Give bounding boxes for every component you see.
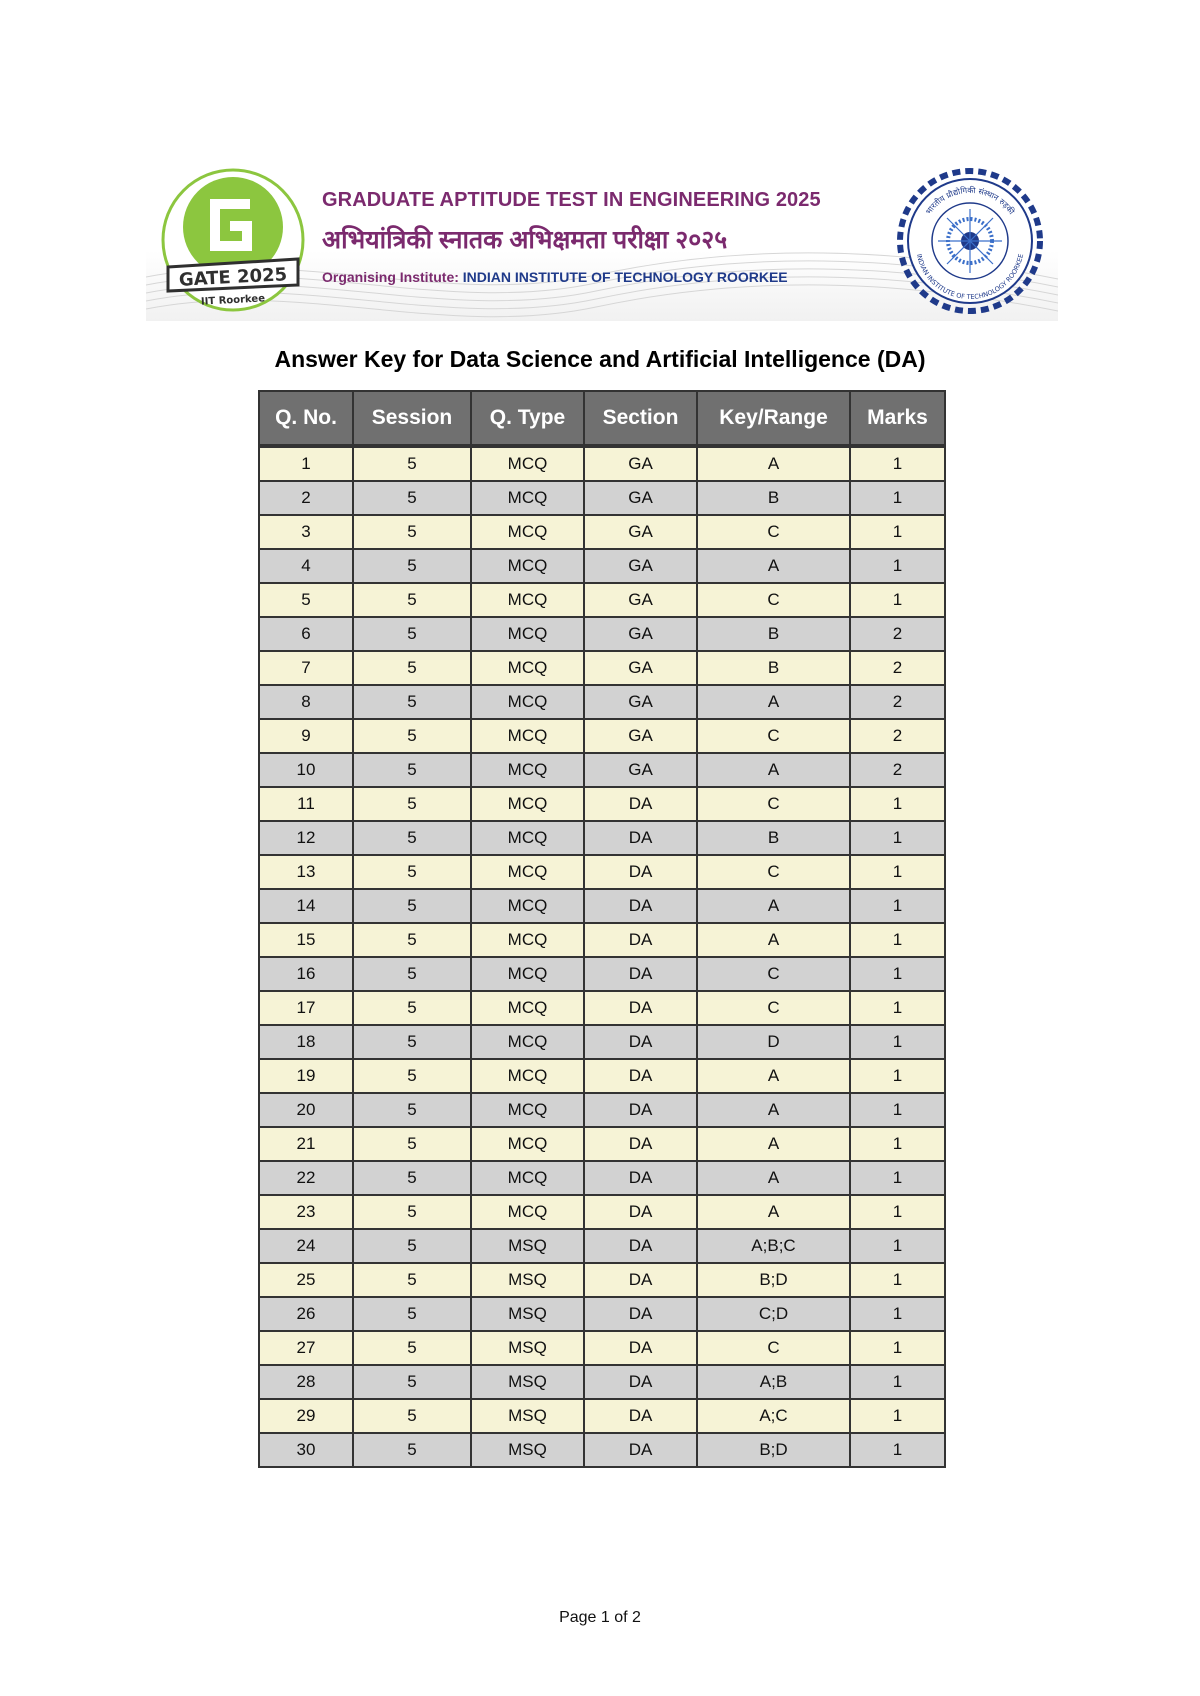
cell-session: 5 [353,957,471,991]
cell-qno: 2 [259,481,353,515]
table-row [259,787,945,821]
cell-session: 5 [353,549,471,583]
cell-section: DA [584,855,697,889]
cell-section: GA [584,515,697,549]
cell-marks: 1 [850,1127,945,1161]
cell-key: A [697,1195,850,1229]
cell-qtype: MCQ [471,583,584,617]
cell-qtype: MCQ [471,549,584,583]
table-row [259,719,945,753]
cell-session: 5 [353,889,471,923]
cell-qtype: MCQ [471,889,584,923]
cell-key: B;D [697,1263,850,1297]
cell-session: 5 [353,991,471,1025]
cell-qno: 13 [259,855,353,889]
cell-qtype: MSQ [471,1297,584,1331]
table-row [259,1433,945,1467]
cell-marks: 1 [850,481,945,515]
table-row [259,1093,945,1127]
cell-session: 5 [353,446,471,481]
page-number: Page 1 of 2 [559,1609,641,1626]
table-row [259,515,945,549]
cell-qtype: MSQ [471,1331,584,1365]
cell-session: 5 [353,651,471,685]
cell-key: C [697,1331,850,1365]
cell-marks: 1 [850,855,945,889]
table-row [259,685,945,719]
table-row [259,1025,945,1059]
organising-institute-label: Organising Institute: [322,269,459,285]
cell-key: A [697,1161,850,1195]
cell-key: A;C [697,1399,850,1433]
cell-qno: 18 [259,1025,353,1059]
cell-session: 5 [353,1195,471,1229]
cell-qno: 5 [259,583,353,617]
cell-qno: 28 [259,1365,353,1399]
cell-session: 5 [353,821,471,855]
cell-key: B [697,617,850,651]
cell-marks: 2 [850,685,945,719]
cell-session: 5 [353,685,471,719]
cell-qno: 23 [259,1195,353,1229]
table-row [259,1331,945,1365]
column-header-session: Session [353,391,471,446]
cell-marks: 1 [850,1195,945,1229]
cell-session: 5 [353,583,471,617]
answer-key-title: Answer Key for Data Science and Artificial Intelligence (DA) [274,346,926,372]
answer-key-table [258,390,946,1468]
cell-qno: 29 [259,1399,353,1433]
cell-qno: 1 [259,446,353,481]
table-row [259,1195,945,1229]
cell-key: A [697,446,850,481]
gate-2025-logo-icon [160,167,306,313]
cell-marks: 1 [850,923,945,957]
exam-title-english: GRADUATE APTITUDE TEST IN ENGINEERING 2025 [322,189,821,211]
cell-qno: 22 [259,1161,353,1195]
table-row [259,1059,945,1093]
cell-section: GA [584,685,697,719]
cell-qno: 19 [259,1059,353,1093]
cell-session: 5 [353,1263,471,1297]
cell-qtype: MCQ [471,1093,584,1127]
cell-session: 5 [353,515,471,549]
cell-marks: 2 [850,753,945,787]
cell-qno: 26 [259,1297,353,1331]
cell-section: DA [584,1331,697,1365]
table-row [259,1365,945,1399]
table-row [259,957,945,991]
cell-marks: 1 [850,515,945,549]
cell-marks: 2 [850,617,945,651]
cell-marks: 1 [850,1365,945,1399]
cell-section: GA [584,446,697,481]
cell-section: DA [584,1399,697,1433]
cell-qtype: MCQ [471,1025,584,1059]
cell-qno: 7 [259,651,353,685]
table-row [259,617,945,651]
cell-marks: 1 [850,889,945,923]
cell-marks: 1 [850,1025,945,1059]
table-header [259,391,945,446]
cell-section: GA [584,651,697,685]
cell-marks: 1 [850,446,945,481]
cell-key: C [697,719,850,753]
table-row [259,651,945,685]
cell-section: DA [584,1025,697,1059]
cell-qno: 24 [259,1229,353,1263]
cell-qtype: MCQ [471,1127,584,1161]
gate-banner [146,165,1058,321]
cell-qtype: MCQ [471,821,584,855]
column-header-key: Key/Range [697,391,850,446]
cell-session: 5 [353,1161,471,1195]
cell-section: DA [584,889,697,923]
cell-key: A [697,1127,850,1161]
table-row [259,1297,945,1331]
cell-key: C [697,787,850,821]
cell-session: 5 [353,855,471,889]
cell-qno: 14 [259,889,353,923]
cell-key: C [697,991,850,1025]
cell-section: GA [584,753,697,787]
table-row [259,1399,945,1433]
cell-section: DA [584,991,697,1025]
cell-qno: 16 [259,957,353,991]
cell-section: DA [584,1229,697,1263]
cell-key: A [697,549,850,583]
cell-marks: 1 [850,991,945,1025]
cell-session: 5 [353,719,471,753]
cell-qtype: MCQ [471,651,584,685]
table-row [259,1161,945,1195]
cell-section: DA [584,1263,697,1297]
cell-qtype: MCQ [471,617,584,651]
cell-qno: 20 [259,1093,353,1127]
column-header-section: Section [584,391,697,446]
cell-key: B;D [697,1433,850,1467]
table-row [259,1127,945,1161]
cell-section: DA [584,1093,697,1127]
cell-qtype: MCQ [471,923,584,957]
cell-qno: 10 [259,753,353,787]
table-row [259,446,945,481]
cell-marks: 1 [850,1059,945,1093]
cell-qtype: MCQ [471,515,584,549]
cell-qtype: MCQ [471,957,584,991]
cell-section: DA [584,1059,697,1093]
cell-qno: 9 [259,719,353,753]
cell-key: A [697,923,850,957]
table-row [259,583,945,617]
cell-session: 5 [353,1433,471,1467]
table-row [259,1263,945,1297]
cell-session: 5 [353,787,471,821]
cell-key: A [697,685,850,719]
cell-section: DA [584,821,697,855]
cell-session: 5 [353,1297,471,1331]
organising-institute [322,269,788,285]
cell-marks: 1 [850,821,945,855]
column-header-qtype: Q. Type [471,391,584,446]
cell-section: DA [584,957,697,991]
table-row [259,549,945,583]
cell-section: DA [584,787,697,821]
cell-qno: 3 [259,515,353,549]
cell-qno: 6 [259,617,353,651]
cell-qtype: MCQ [471,481,584,515]
cell-qtype: MSQ [471,1263,584,1297]
cell-session: 5 [353,617,471,651]
cell-marks: 1 [850,1229,945,1263]
cell-key: C;D [697,1297,850,1331]
cell-qtype: MCQ [471,1195,584,1229]
table-header-row [259,391,945,446]
table-row [259,889,945,923]
cell-section: DA [584,1161,697,1195]
table-row [259,1229,945,1263]
seal-text-bottom: INDIAN INSTITUTE OF TECHNOLOGY ROORKEE [914,253,1026,302]
cell-section: GA [584,719,697,753]
cell-marks: 1 [850,1297,945,1331]
cell-qtype: MSQ [471,1399,584,1433]
cell-marks: 1 [850,787,945,821]
cell-qtype: MCQ [471,1161,584,1195]
cell-marks: 1 [850,549,945,583]
cell-qtype: MSQ [471,1433,584,1467]
cell-qtype: MCQ [471,446,584,481]
cell-qtype: MCQ [471,685,584,719]
cell-marks: 1 [850,1399,945,1433]
cell-qno: 11 [259,787,353,821]
iit-roorkee-seal-icon [894,165,1046,317]
cell-key: B [697,481,850,515]
exam-title-hindi: अभियांत्रिकी स्नातक अभिक्षमता परीक्षा २०२५ [322,226,728,254]
cell-key: A;B [697,1365,850,1399]
cell-marks: 1 [850,583,945,617]
cell-qno: 8 [259,685,353,719]
cell-section: DA [584,923,697,957]
cell-key: A [697,753,850,787]
cell-section: DA [584,1127,697,1161]
logo-sub-text: IIT Roorkee [200,293,266,308]
cell-key: C [697,957,850,991]
cell-qtype: MCQ [471,787,584,821]
cell-qtype: MCQ [471,991,584,1025]
cell-section: GA [584,617,697,651]
cell-section: DA [584,1433,697,1467]
cell-session: 5 [353,1331,471,1365]
cell-marks: 2 [850,719,945,753]
cell-marks: 2 [850,651,945,685]
cell-qno: 12 [259,821,353,855]
cell-session: 5 [353,753,471,787]
cell-session: 5 [353,481,471,515]
cell-key: A [697,1059,850,1093]
cell-qtype: MCQ [471,753,584,787]
cell-key: C [697,583,850,617]
cell-qno: 25 [259,1263,353,1297]
cell-session: 5 [353,1399,471,1433]
cell-marks: 1 [850,1161,945,1195]
cell-qtype: MCQ [471,719,584,753]
table-row [259,753,945,787]
cell-qtype: MSQ [471,1365,584,1399]
cell-session: 5 [353,1229,471,1263]
cell-section: DA [584,1365,697,1399]
cell-qno: 27 [259,1331,353,1365]
cell-key: D [697,1025,850,1059]
cell-qno: 30 [259,1433,353,1467]
cell-section: DA [584,1195,697,1229]
table-row [259,991,945,1025]
table-body [259,446,945,1467]
cell-key: C [697,515,850,549]
logo-main-text: GATE 2025 [178,264,288,291]
cell-section: DA [584,1297,697,1331]
column-header-qno: Q. No. [259,391,353,446]
cell-marks: 1 [850,957,945,991]
cell-marks: 1 [850,1263,945,1297]
cell-qno: 4 [259,549,353,583]
cell-key: A;B;C [697,1229,850,1263]
cell-qtype: MCQ [471,1059,584,1093]
cell-key: B [697,821,850,855]
cell-qno: 15 [259,923,353,957]
table-row [259,821,945,855]
seal-text-top: भारतीय प्रौद्योगिकी संस्थान रुड़की [923,185,1017,217]
cell-session: 5 [353,1025,471,1059]
cell-session: 5 [353,1093,471,1127]
cell-section: GA [584,583,697,617]
cell-session: 5 [353,1365,471,1399]
cell-session: 5 [353,1127,471,1161]
organising-institute-name: INDIAN INSTITUTE OF TECHNOLOGY ROORKEE [462,269,788,285]
cell-key: A [697,1093,850,1127]
cell-key: A [697,889,850,923]
table-row [259,855,945,889]
table-row [259,481,945,515]
cell-session: 5 [353,923,471,957]
cell-key: C [697,855,850,889]
cell-section: GA [584,481,697,515]
cell-marks: 1 [850,1433,945,1467]
cell-qno: 21 [259,1127,353,1161]
table-row [259,923,945,957]
cell-qtype: MSQ [471,1229,584,1263]
column-header-marks: Marks [850,391,945,446]
cell-marks: 1 [850,1331,945,1365]
cell-key: B [697,651,850,685]
cell-qno: 17 [259,991,353,1025]
cell-section: GA [584,549,697,583]
cell-qtype: MCQ [471,855,584,889]
cell-session: 5 [353,1059,471,1093]
cell-marks: 1 [850,1093,945,1127]
